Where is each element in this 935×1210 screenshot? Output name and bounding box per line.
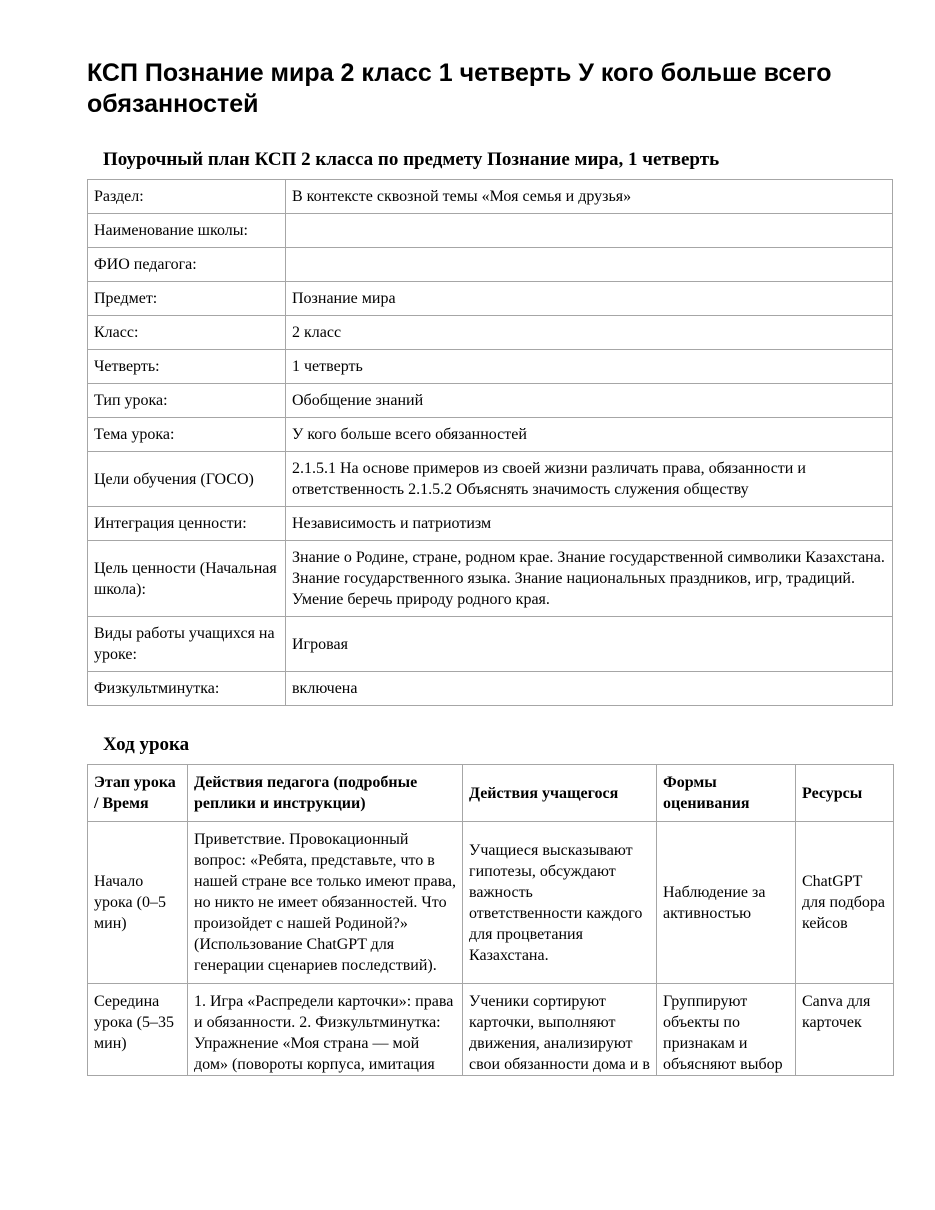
column-header-resources: Ресурсы [796, 765, 894, 822]
teacher-actions-text: 1. Игра «Распредели карточки»: права и обязанности. 2. Физкультминутка: Упражнение «Моя страна — мой дом» (повороты корпуса, имитация [194, 993, 454, 1073]
column-header-teacher: Действия педагога (подробные реплики и инструкции) [188, 765, 463, 822]
info-label: Класс: [88, 316, 286, 350]
table-header-row [88, 765, 894, 822]
info-label: Раздел: [88, 180, 286, 214]
table-row [88, 822, 894, 984]
info-value: Игровая [286, 617, 893, 672]
table-row [88, 672, 893, 706]
teacher-actions-cell: Приветствие. Провокационный вопрос: «Ребята, представьте, что в нашей стране все только имеют права, но никто не имеет обязанностей. Что произойдет с нашей Родиной?» (Использование ChatGPT для генерации сценариев последствий). [188, 822, 463, 984]
info-value: Познание мира [286, 282, 893, 316]
teacher-actions-cell [188, 984, 463, 1076]
table-row [88, 214, 893, 248]
table-row [88, 452, 893, 507]
info-label: Тип урока: [88, 384, 286, 418]
info-value: В контексте сквозной темы «Моя семья и друзья» [286, 180, 893, 214]
table-row [88, 282, 893, 316]
table-row [88, 617, 893, 672]
table-row [88, 418, 893, 452]
assessment-cell [657, 984, 796, 1076]
table-row [88, 984, 894, 1076]
info-value: 2.1.5.1 На основе примеров из своей жизни различать права, обязанности и ответственность 2.1.5.2 Объяснять значимость служения обществу [286, 452, 893, 507]
table-row [88, 350, 893, 384]
table-row [88, 248, 893, 282]
info-label: Четверть: [88, 350, 286, 384]
column-header-stage: Этап урока / Время [88, 765, 188, 822]
info-value: 2 класс [286, 316, 893, 350]
info-value: Обобщение знаний [286, 384, 893, 418]
info-value: Независимость и патриотизм [286, 507, 893, 541]
info-value: включена [286, 672, 893, 706]
student-actions-text: Ученики сортируют карточки, выполняют движения, анализируют свои обязанности дома и в [469, 993, 650, 1073]
info-value [286, 248, 893, 282]
info-label: Интеграция ценности: [88, 507, 286, 541]
info-label: Тема урока: [88, 418, 286, 452]
table-row [88, 507, 893, 541]
info-value: У кого больше всего обязанностей [286, 418, 893, 452]
info-label: ФИО педагога: [88, 248, 286, 282]
info-value [286, 214, 893, 248]
info-label: Предмет: [88, 282, 286, 316]
table-row [88, 541, 893, 617]
column-header-students: Действия учащегося [463, 765, 657, 822]
info-value: 1 четверть [286, 350, 893, 384]
stage-cell: Начало урока (0–5 мин) [88, 822, 188, 984]
info-label: Виды работы учащихся на уроке: [88, 617, 286, 672]
student-actions-cell [463, 984, 657, 1076]
column-header-assessment: Формы оценивания [657, 765, 796, 822]
resources-cell [796, 984, 894, 1076]
table-row [88, 316, 893, 350]
lesson-info-table [87, 179, 893, 706]
assessment-text: Группируют объекты по признакам и объясняют выбор [663, 993, 783, 1073]
info-label: Цель ценности (Начальная школа): [88, 541, 286, 617]
info-value: Знание о Родине, стране, родном крае. Знание государственной символики Казахстана. Знание государственного языка. Знание национальных праздников, игр, традиций. Умение беречь природу родного края. [286, 541, 893, 617]
info-label: Цели обучения (ГОСО) [88, 452, 286, 507]
page-title: КСП Познание мира 2 класс 1 четверть У кого больше всего обязанностей [87, 59, 832, 118]
table-row [88, 180, 893, 214]
info-label: Физкультминутка: [88, 672, 286, 706]
student-actions-cell: Учащиеся высказывают гипотезы, обсуждают важность ответственности каждого для процветания Казахстана. [463, 822, 657, 984]
assessment-cell: Наблюдение за активностью [657, 822, 796, 984]
resources-cell: ChatGPT для подбора кейсов [796, 822, 894, 984]
info-label: Наименование школы: [88, 214, 286, 248]
resources-text: Canva для карточек [802, 993, 871, 1031]
course-heading: Ход урока [103, 734, 190, 755]
table-row [88, 384, 893, 418]
stage-cell [88, 984, 188, 1076]
lesson-course-table [87, 764, 894, 1076]
stage-text: Середина урока (5–35 мин) [94, 993, 174, 1052]
plan-heading: Поурочный план КСП 2 класса по предмету Познание мира, 1 четверть [103, 149, 720, 170]
